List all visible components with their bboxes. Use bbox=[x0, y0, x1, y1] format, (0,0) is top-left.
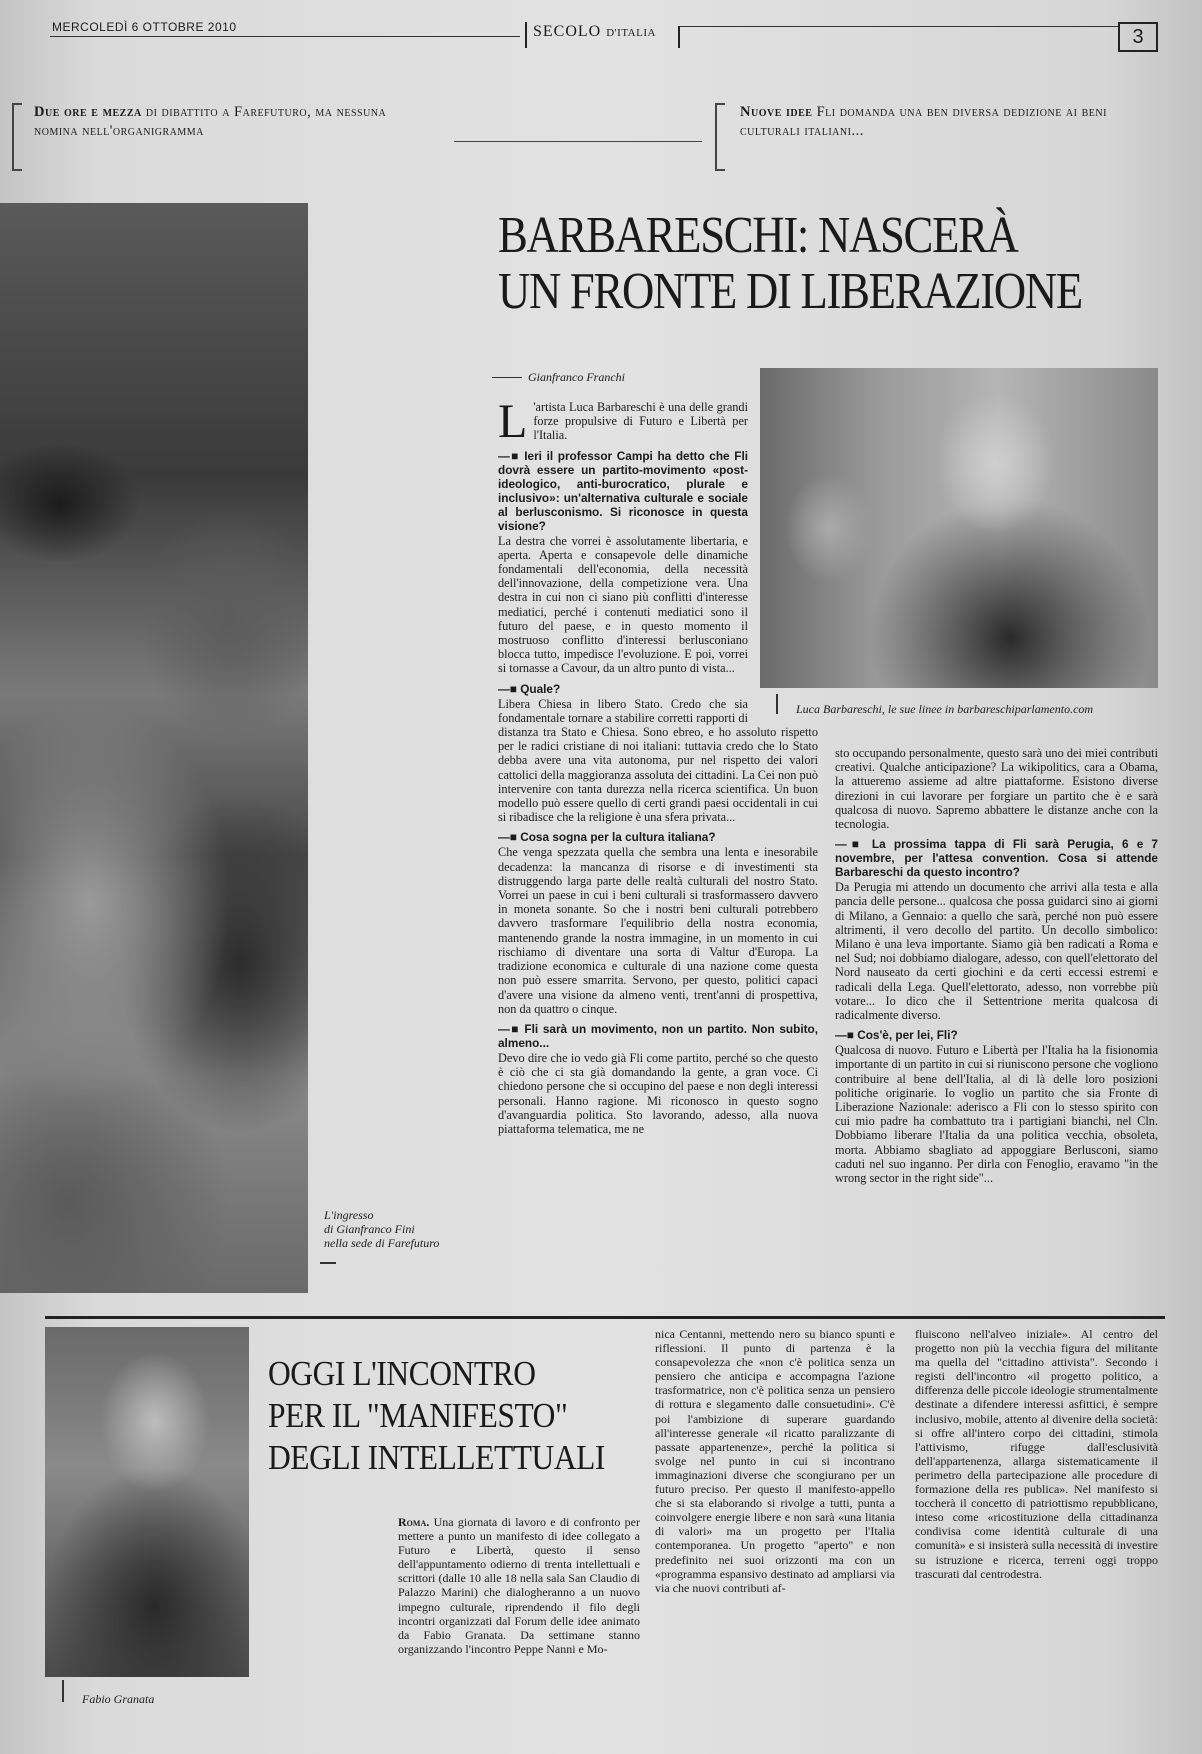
masthead-divider bbox=[525, 22, 527, 48]
teaser-bracket bbox=[12, 103, 22, 171]
interview-answer: Da Perugia mi attendo un documento che arrivi alla testa e alla pancia delle persone... qualcosa che possa guidarci sino ai giorni di Milano, a Gennaio: a quello che sarà, perché non può essere altrimenti, il vero decollo del partito. Un decollo simbolico: Milano è una leva importante. Siamo già ben radicati a Roma e nel Sud; noi dobbiamo dialogare, adesso, con quell'elettorato del Nord nauseato da certi giochini e da certi eccessi estremi e radicali della Lega. Quell'elettorato, adesso, non vorrebbe più votare... Io dico che il Settentrione merita qualcosa di radicalmente diverso. bbox=[835, 880, 1158, 1023]
second-article-column-3: fluiscono nell'alveo iniziale». Al centro del progetto non più la vecchia figura del militante ma quella del "cittadino attivista". Secondo i registi dell'incontro «il progetto politico, a differenza delle piccole ideologie strumentalmente destinate a difendere interessi asfittici, è sempre inclusivo, mobile, attento al divenire della società: si offre all'intero corpo dei cittadini, stimola l'attivismo, rifugge dall'esclusività dell'appartenenza, allarga sistematicamente il perimetro della partecipazione alle procedure di formazione della res publica». Nel manifesto si toccherà il concetto di patriottismo repubblicano, inteso come «ricostituzione della cittadinanza condivisa come identità culturale di una comunità» e si insisterà sulla necessità di investire su istruzione e ricerca, terreni oggi troppo trascurati dal centrodestra. bbox=[915, 1327, 1159, 1581]
interview-answer: sto occupando personalmente, questo sarà uno dei miei contributi creativi. Qualche anticipazione? La wikipolitics, cara a Obama, la attueremo assieme ad altre piattaforme. Esistono diverse direzioni in cui lavorare per forgiare un partito che è e sarà qualcosa di nuovo. Sapremo abbattere le distanze anche con la tecnologia. bbox=[835, 746, 1158, 832]
left-photo-caption: L'ingresso di Gianfranco Fini nella sede di Farefuturo bbox=[324, 1208, 440, 1250]
second-article-column-2: nica Centanni, mettendo nero su bianco spunti e riflessioni. Il punto di partenza è la consapevolezza che «non c'è politica senza un pensiero che anticipa e accompagna l'azione trasformatrice, non c'è politica senza un pensiero di rottura e slegamento dalle consuetudini». C'è poi l'ambizione di superare guardando all'interesse generale «il ricatto paralizzante di passate appartenenze», perché la politica si svolge nel punto in cui si incontrano immaginazioni diverse che scongiurano per un futuro preciso. Per questo il manifesto-appello che si sta elaborando si rivolge a tutti, punta a coinvolgere energie libere e non sarà «una litania di valori» ma un progetto per l'Italia contemporanea. Un progetto "aperto" e non predefinito nei suoi orizzonti ma con un «programma espansivo destinato ad ampliarsi via via che nuovi contributi af- bbox=[655, 1327, 895, 1595]
granata-photo-caption: Fabio Granata bbox=[82, 1692, 155, 1706]
newspaper-name: SECOLO D'ITALIA bbox=[533, 23, 656, 40]
teaser-left: Due ore e mezza di dibattito a Farefuturo, ma nessuna nomina nell'organigramma bbox=[34, 104, 387, 139]
barbareschi-photo-caption: Luca Barbareschi, le sue linee in barbareschiparlamento.com bbox=[796, 702, 1094, 716]
main-article-column-2 bbox=[835, 746, 1158, 1185]
masthead bbox=[0, 14, 1202, 54]
interview-question: —■ Ieri il professor Campi ha detto che Fli dovrà essere un partito-movimento «post-ideologico, anti-burocratico, plurale e inclusivo»: un'alternativa culturale e sociale al berlusconismo. Si riconosce in questa visione? bbox=[498, 449, 818, 533]
interview-answer: La destra che vorrei è assolutamente libertaria, e aperta. Aperta e consapevole delle dinamiche fondamentali dell'economia, della necessità dell'innovazione, della competizione vera. Una destra in cui non ci siano più conflitti d'interesse mediatici, perché i contenuti mediatici sono il futuro del paese, e in questo momento il mostruoso conflitto d'interessi berlusconiano blocca tutto, impedisce l'evoluzione. E poi, vorrei si tornasse a Cavour, da un altro punto di vista... bbox=[498, 533, 748, 676]
interview-question: —■ Fli sarà un movimento, non un partito. Non subito, almeno... bbox=[498, 1022, 818, 1050]
interview-answer: Che venga spezzata quella che sembra una lenta e inesorabile decadenza: la mancanza di risorse e di investimenti sta distruggendo larga parte delle realtà culturali del nostro Stato. Vorrei un paese in cui i beni culturali si trasformassero davvero in moneta sonante. So che i nostri beni culturali potrebbero davvero trasformare l'equilibrio della nostra economia, mantenendo grande la nostra immagine, in un momento in cui rischiamo di diventare una sorta di Valtur d'Europa. La tradizione economica e culturale di una nazione come questa non può essere smarrita. Servono, per questo, politici capaci d'avere una visione da almeno venti, trent'anni di prospettiva, non da quattro o cinque. bbox=[498, 845, 818, 1016]
masthead-divider bbox=[678, 26, 680, 48]
interview-question: —■ La prossima tappa di Fli sarà Perugia, 6 e 7 novembre, per l'attesa convention. Cosa si attende Barbareschi da questo incontro? bbox=[835, 837, 1158, 879]
issue-date: MERCOLEDÌ 6 OTTOBRE 2010 bbox=[52, 20, 237, 34]
caption-bar bbox=[62, 1680, 64, 1702]
masthead-rule-left bbox=[50, 36, 520, 37]
interview-question: —■ Quale? bbox=[498, 682, 818, 696]
lead-paragraph: L 'artista Luca Barbareschi è una delle grandi forze propulsive di Futuro e Libertà per l'Italia. bbox=[498, 400, 748, 448]
masthead-rule-right bbox=[680, 26, 1118, 27]
section-rule bbox=[45, 1316, 1165, 1319]
interview-question: —■ Cos'è, per lei, Fli? bbox=[835, 1028, 1158, 1042]
caption-rule bbox=[320, 1262, 336, 1264]
interview-answer: Devo dire che io vedo già Fli come partito, perché so che questo è ciò che ci sta già domandando la gente, a gran voce. Ci chiedono persone che si occupino del paese e non degli interessi personali. Hanno ragione. Mi riconosco in questo sogno d'avanguardia politica. Sto lavorando, adesso, alla nuova piattaforma telematica, me ne bbox=[498, 1050, 818, 1136]
teaser-bracket bbox=[715, 103, 725, 171]
main-headline: BARBARESCHI: NASCERÀ UN FRONTE DI LIBERAZIONE bbox=[498, 207, 1082, 320]
teaser-rule bbox=[454, 141, 702, 142]
second-headline: OGGI L'INCONTRO PER IL "MANIFESTO" DEGLI INTELLETTUALI bbox=[268, 1354, 605, 1477]
granata-photo bbox=[45, 1327, 249, 1677]
drop-cap: L bbox=[498, 400, 528, 448]
main-article-column-1 bbox=[498, 400, 818, 1298]
page-number: 3 bbox=[1118, 22, 1158, 52]
interview-answer: Qualcosa di nuovo. Futuro e Libertà per l'Italia ha la fisionomia importante di un partito in cui si riuniscono persone che vogliono contribuire al bene dell'Italia, al di là delle loro posizioni politiche originarie. Io voglio un partito che sia Fronte di Liberazione Nazionale: aderisco a Fli con lo stesso spirito con cui mio padre ha combattuto tra i partigiani bianchi, nel Cln. Dobbiamo liberare l'Italia da una politica vecchia, obsoleta, morta. Abbiamo sbagliato ad appoggiare Berlusconi, siamo caduti nel suo inganno. Per dirla con Fenoglio, eravamo "in the wrong sector in the right side"... bbox=[835, 1043, 1158, 1186]
byline: Gianfranco Franchi bbox=[528, 370, 625, 384]
crowd-photo bbox=[0, 203, 308, 1293]
second-article-column-1: Roma. Una giornata di lavoro e di confronto per mettere a punto un manifesto di idee collegato a Futuro e Libertà, questo il senso dell'appuntamento odierno di trenta intellettuali e scrittori (dalle 10 alle 18 nella sala San Claudio di Palazzo Marini) che dialogheranno a un nuovo impegno culturale, riprendendo il filo degli incontri organizzati dal Forum delle idee animato da Fabio Granata. Da settimane stanno organizzando l'incontro Peppe Nanni e Mo- bbox=[398, 1515, 640, 1656]
interview-answer: Libera Chiesa in libero Stato. Credo che sia fondamentale tornare a stabilire corretti rapporti di distanza tra Stato e Chiesa. Sono ebreo, e ho assoluto rispetto per le radici cristiane di noi italiani: tuttavia credo che lo Stato debba avere una vita autonoma, pur nel rispetto dei valori cattolici della maggioranza assoluta dei cittadini. La Cei non può intervenire con tanta durezza nella ricerca scientifica. Un buon modello può essere quello di certi grandi paesi occidentali in cui si ribadisce che la religione è una sfera privata... bbox=[498, 696, 818, 825]
teaser-right: Nuove idee Fli domanda una ben diversa dedizione ai beni culturali italiani... bbox=[740, 104, 1107, 139]
barbareschi-photo bbox=[760, 368, 1158, 688]
interview-question: —■ Cosa sogna per la cultura italiana? bbox=[498, 830, 818, 844]
